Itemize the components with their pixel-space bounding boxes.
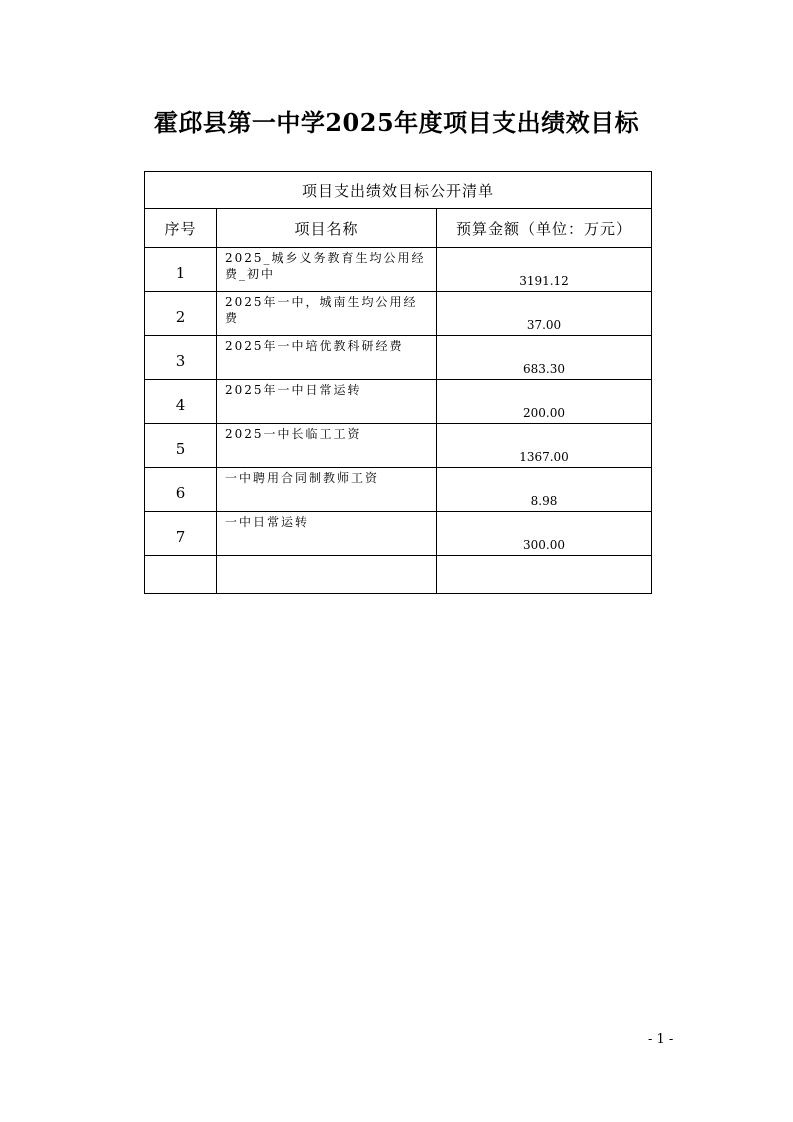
table-row bbox=[145, 380, 652, 424]
row-budget-amount: 8.98 bbox=[437, 468, 652, 512]
table-header-row bbox=[145, 209, 652, 248]
header-budget-amount: 预算金额（单位：万元） bbox=[437, 209, 652, 248]
row-project-name: 一中聘用合同制教师工资 bbox=[217, 468, 437, 512]
document-title: 霍邱县第一中学2025年度项目支出绩效目标 bbox=[153, 108, 640, 137]
row-project-name: 2025_城乡义务教育生均公用经费_初中 bbox=[217, 248, 437, 292]
row-project-name: 2025一中长临工工资 bbox=[217, 424, 437, 468]
row-project-name: 2025年一中日常运转 bbox=[217, 380, 437, 424]
row-budget-amount: 1367.00 bbox=[437, 424, 652, 468]
row-index: 3 bbox=[145, 336, 217, 380]
table-row bbox=[145, 336, 652, 380]
row-project-name: 2025年一中培优教科研经费 bbox=[217, 336, 437, 380]
row-budget-amount: 683.30 bbox=[437, 336, 652, 380]
table-row bbox=[145, 248, 652, 292]
empty-cell bbox=[145, 556, 217, 594]
row-budget-amount: 200.00 bbox=[437, 380, 652, 424]
table-row bbox=[145, 512, 652, 556]
table-row-empty bbox=[145, 556, 652, 594]
header-project-name: 项目名称 bbox=[217, 209, 437, 248]
row-index: 2 bbox=[145, 292, 217, 336]
row-budget-amount: 300.00 bbox=[437, 512, 652, 556]
table-caption: 项目支出绩效目标公开清单 bbox=[145, 172, 652, 209]
row-index: 7 bbox=[145, 512, 217, 556]
page-number: - 1 - bbox=[648, 1032, 674, 1047]
row-project-name: 2025年一中，城南生均公用经费 bbox=[217, 292, 437, 336]
empty-cell bbox=[437, 556, 652, 594]
row-index: 4 bbox=[145, 380, 217, 424]
project-expenditure-table bbox=[144, 171, 652, 594]
empty-cell bbox=[217, 556, 437, 594]
row-index: 6 bbox=[145, 468, 217, 512]
row-project-name: 一中日常运转 bbox=[217, 512, 437, 556]
row-index: 5 bbox=[145, 424, 217, 468]
row-budget-amount: 3191.12 bbox=[437, 248, 652, 292]
header-index: 序号 bbox=[145, 209, 217, 248]
row-index: 1 bbox=[145, 248, 217, 292]
table-row bbox=[145, 424, 652, 468]
table-row bbox=[145, 292, 652, 336]
table-row bbox=[145, 468, 652, 512]
row-budget-amount: 37.00 bbox=[437, 292, 652, 336]
